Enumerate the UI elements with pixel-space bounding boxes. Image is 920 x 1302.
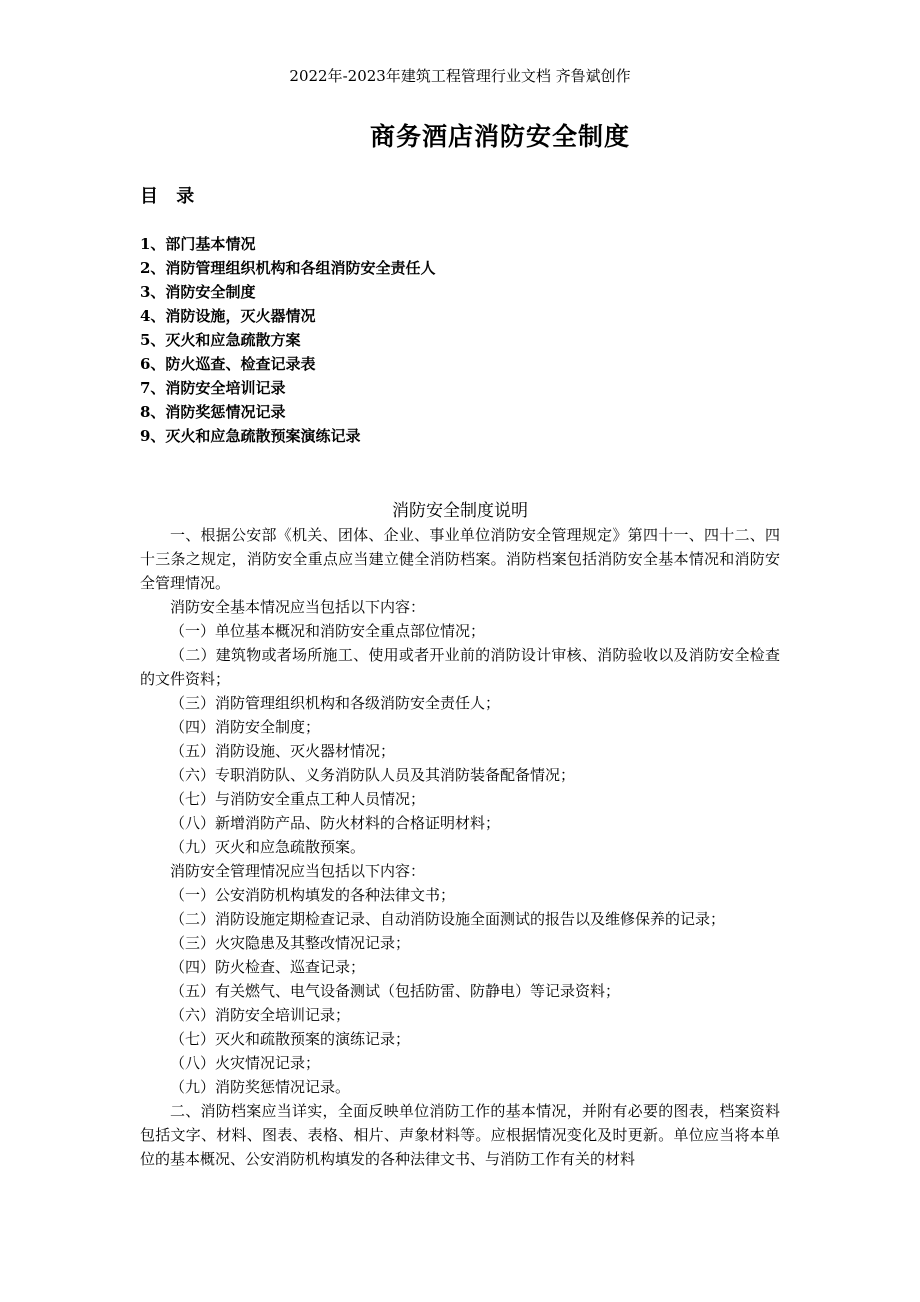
body-paragraph: 一、根据公安部《机关、团体、企业、事业单位消防安全管理规定》第四十一、四十二、四十三条之规定，消防安全重点应当建立健全消防档案。消防档案包括消防安全基本情况和消防安全管理情况。	[140, 526, 780, 592]
list-item: （九）灭火和应急疏散预案。	[170, 838, 366, 856]
toc-item: 5、灭火和应急疏散方案	[140, 331, 301, 349]
toc-item: 1、部门基本情况	[140, 235, 256, 253]
toc-item: 8、消防奖惩情况记录	[140, 403, 286, 421]
list-item: （八）新增消防产品、防火材料的合格证明材料；	[170, 814, 501, 832]
list-item: （三）消防管理组织机构和各级消防安全责任人；	[170, 694, 501, 712]
document-title: 商务酒店消防安全制度	[369, 122, 630, 151]
list-item: （二）消防设施定期检查记录、自动消防设施全面测试的报告以及维修保养的记录；	[170, 910, 726, 928]
list-item: （一）单位基本概况和消防安全重点部位情况；	[170, 622, 486, 640]
list-item: （六）消防安全培训记录；	[170, 1006, 351, 1024]
page-header: 2022年-2023年建筑工程管理行业文档 齐鲁斌创作	[289, 67, 631, 85]
list-item: （四）防火检查、巡查记录；	[170, 958, 366, 976]
list-item: （七）灭火和疏散预案的演练记录；	[170, 1030, 411, 1048]
toc-item: 9、灭火和应急疏散预案演练记录	[140, 427, 361, 445]
section-title: 消防安全制度说明	[392, 501, 528, 521]
section-body	[140, 523, 780, 1171]
toc-item: 4、消防设施，灭火器情况	[140, 307, 316, 325]
list-item: （五）有关燃气、电气设备测试（包括防雷、防静电）等记录资料；	[170, 982, 621, 1000]
list-item: （七）与消防安全重点工种人员情况；	[170, 790, 426, 808]
list-item: （六）专职消防队、义务消防队人员及其消防装备配备情况；	[170, 766, 576, 784]
list-item: （五）消防设施、灭火器材情况；	[170, 742, 396, 760]
body-paragraph: 消防安全基本情况应当包括以下内容：	[170, 598, 426, 616]
body-paragraph: 消防安全管理情况应当包括以下内容：	[170, 862, 426, 880]
list-item: （八）火灾情况记录；	[170, 1054, 321, 1072]
table-of-contents	[140, 232, 435, 448]
list-item: （二）建筑物或者场所施工、使用或者开业前的消防设计审核、消防验收以及消防安全检查的文件资料；	[140, 646, 780, 688]
list-item: （一）公安消防机构填发的各种法律文书；	[170, 886, 456, 904]
toc-heading: 目 录	[140, 186, 201, 207]
list-item: （三）火灾隐患及其整改情况记录；	[170, 934, 411, 952]
toc-item: 3、消防安全制度	[140, 283, 256, 301]
toc-item: 7、消防安全培训记录	[140, 379, 286, 397]
toc-item: 2、消防管理组织机构和各组消防安全责任人	[140, 259, 436, 277]
list-item: （四）消防安全制度；	[170, 718, 321, 736]
toc-item: 6、防火巡查、检查记录表	[140, 355, 316, 373]
body-paragraph: 二、消防档案应当详实，全面反映单位消防工作的基本情况，并附有必要的图表，档案资料包括文字、材料、图表、表格、相片、声象材料等。应根据情况变化及时更新。单位应当将本单位的基本概况、公安消防机构填发的各种法律文书、与消防工作有关的材料	[140, 1102, 780, 1168]
list-item: （九）消防奖惩情况记录。	[170, 1078, 351, 1096]
